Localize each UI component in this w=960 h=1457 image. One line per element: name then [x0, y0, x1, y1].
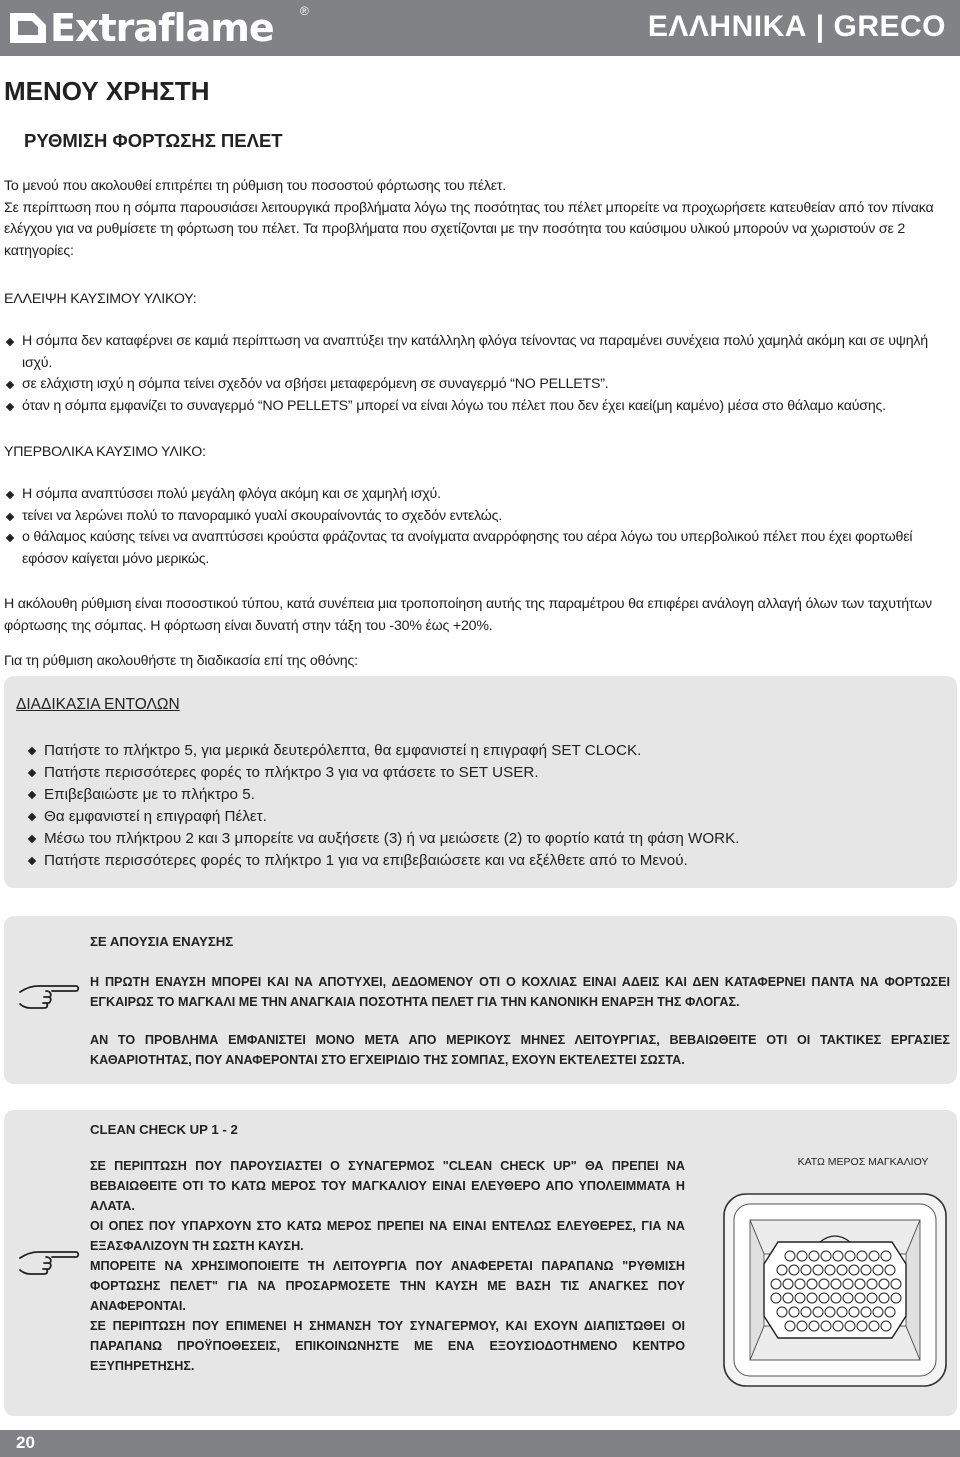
note-ignition-text — [90, 932, 950, 1088]
category1-list — [4, 331, 959, 417]
list-item: ο θάλαμος καύσης τείνει να αναπτύσσει κρούστα φράζοντας τα ανοίγματα αναρρόφησης του αέρα λόγω του υπερβολικού πέλετ που έχει φορτωθεί εφόσον καίγεται μόνο μερικώς. — [4, 527, 959, 570]
procedure-step: Πατήστε το πλήκτρο 5, για μερικά δευτερόλεπτα, θα εμφανιστεί η επιγραφή SET CLOCK. — [26, 740, 739, 762]
bullet-diamond-icon — [28, 769, 36, 777]
pointing-hand-icon — [18, 1244, 80, 1278]
procedure-box — [4, 676, 957, 888]
note-paragraph: ΜΠΟΡΕΙΤΕ ΝΑ ΧΡΗΣΙΜΟΠΟΙΕΙΤΕ ΤΗ ΛΕΙΤΟΥΡΓΙΑ ΠΟΥ ΑΝΑΦΕΡΕΤΑΙ ΠΑΡΑΠΑΝΩ "ΡΥΘΜΙΣΗ ΦΟΡΤΩΣΗΣ ΠΕΛΕΤ" ΓΙΑ ΝΑ ΠΡΟΣΑΡΜΟΣΕΤΕ ΤΗΝ ΚΑΥΣΗ ΜΕ ΒΑΣΗ ΤΙΣ ΑΝΑΓΚΕΣ ΠΟΥ ΑΝΑΦΕΡΟΝΤΑΙ. — [90, 1259, 685, 1313]
figure-label: ΚΑΤΩ ΜΕΡΟΣ ΜΑΓΚΑΛΙΟΥ — [797, 1156, 929, 1168]
intro-line-2: Σε περίπτωση που η σόμπα παρουσιάσει λειτουργικά προβλήματα λόγω της ποσότητας του πέλετ μπορείτε να προχωρήσετε κατευθείαν από τον πίνακα ελέγχου για να ρυθμίσετε τη φόρτωση του πέλετ. Τα προβλήματα που σχετίζονται με την ποσότητα του καύσιμου υλικού μπορούν να χωριστούν σε 2 κατηγορίες: — [4, 199, 934, 259]
bullet-diamond-icon — [28, 747, 36, 755]
procedure-step: Θα εμφανιστεί η επιγραφή Πέλετ. — [26, 806, 739, 828]
bullet-diamond-icon — [6, 338, 14, 346]
note-clean-text — [90, 1120, 685, 1376]
bullet-diamond-icon — [6, 491, 14, 499]
list-item: όταν η σόμπα εμφανίζει το συναγερμό “NO PELLETS” μπορεί να είναι λόγω του πέλετ που δεν έχει καεί(μη καμένο) μέσα στο θάλαμο καύσης. — [4, 396, 959, 418]
brazier-bottom-illustration — [720, 1190, 950, 1390]
procedure-intro: Για τη ρύθμιση ακολουθήστε τη διαδικασία επί της οθόνης: — [4, 653, 358, 669]
category2-list — [4, 484, 959, 570]
registered-mark: ® — [300, 4, 309, 18]
list-item: Η σόμπα δεν καταφέρνει σε καμιά περίπτωση να αναπτύξει την κατάλληλη φλόγα τείνοντας να παραμένει συνέχεια πολύ χαμηλά ακόμη και σε υψηλή ισχύ. — [4, 331, 959, 374]
procedure-step: Επιβεβαιώστε με το πλήκτρο 5. — [26, 784, 739, 806]
note-title: CLEAN CHECK UP 1 - 2 — [90, 1122, 238, 1137]
adjustment-description: Η ακόλουθη ρύθμιση είναι ποσοστικού τύπου, κατά συνέπεια μια τροποποίηση αυτής της παραμέτρου θα επιφέρει ανάλογη αλλαγή όλων των ταχυτήτων φόρτωσης της σόμπας. Η φόρτωση είναι δυνατή στην τάξη του -30% έως +20%. — [4, 596, 932, 634]
note-clean-check-up — [4, 1110, 957, 1416]
page-header — [0, 0, 960, 56]
bullet-diamond-icon — [28, 835, 36, 843]
procedure-step: Πατήστε περισσότερες φορές το πλήκτρο 3 για να φτάσετε το SET USER. — [26, 762, 739, 784]
category1-title: ΕΛΛΕΙΨΗ ΚΑΥΣΙΜΟΥ ΥΛΙΚΟΥ: — [4, 291, 197, 307]
page-footer — [0, 1430, 960, 1457]
procedure-title: ΔΙΑΔΙΚΑΣΙΑ ΕΝΤΟΛΩΝ — [16, 696, 180, 713]
intro-text — [4, 176, 959, 262]
note-paragraph: ΑΝ ΤΟ ΠΡΟΒΛΗΜΑ ΕΜΦΑΝΙΣΤΕΙ ΜΟΝΟ ΜΕΤΑ ΑΠΟ ΜΕΡΙΚΟΥΣ ΜΗΝΕΣ ΛΕΙΤΟΥΡΓΙΑΣ, ΒΕΒΑΙΩΘΕΙΤΕ ΟΤΙ ΟΙ ΤΑΚΤΙΚΕΣ ΕΡΓΑΣΙΕΣ ΚΑΘΑΡΙΟΤΗΤΑΣ, ΠΟΥ ΑΝΑΦΕΡΟΝΤΑΙ ΣΤΟ ΕΓΧΕΙΡΙΔΙΟ ΤΗΣ ΣΟΜΠΑΣ, ΕΧΟΥΝ ΕΚΤΕΛΕΣΤΕΙ ΣΩΣΤΑ. — [90, 1033, 950, 1067]
language-label: ΕΛΛΗΝΙΚΑ | GRECO — [647, 10, 946, 43]
bullet-diamond-icon — [6, 512, 14, 520]
note-ignition-failure — [4, 916, 957, 1084]
note-paragraph: ΣΕ ΠΕΡΙΠΤΩΣΗ ΠΟΥ ΠΑΡΟΥΣΙΑΣΤΕΙ Ο ΣΥΝΑΓΕΡΜΟΣ "CLEAN CHECK UP" ΘΑ ΠΡΕΠΕΙ ΝΑ ΒΕΒΑΙΩΘΕΙΤΕ ΟΤΙ ΤΟ ΚΑΤΩ ΜΕΡΟΣ ΤΟΥ ΜΑΓΚΑΛΙΟΥ ΕΙΝΑΙ ΕΛΕΥΘΕΡΟ ΑΠΟ ΥΠΟΛΕΙΜΜΑΤΑ Η ΑΛΑΤΑ. — [90, 1159, 685, 1213]
bullet-diamond-icon — [6, 402, 14, 410]
list-item: Η σόμπα αναπτύσσει πολύ μεγάλη φλόγα ακόμη και σε χαμηλή ισχύ. — [4, 484, 959, 506]
procedure-step: Μέσω του πλήκτρου 2 και 3 μπορείτε να αυξήσετε (3) ή να μειώσετε (2) το φορτίο κατά τη φάση WORK. — [26, 828, 739, 850]
bullet-diamond-icon — [6, 381, 14, 389]
note-paragraph: ΟΙ ΟΠΕΣ ΠΟΥ ΥΠΑΡΧΟΥΝ ΣΤΟ ΚΑΤΩ ΜΕΡΟΣ ΠΡΕΠΕΙ ΝΑ ΕΙΝΑΙ ΕΝΤΕΛΩΣ ΕΛΕΥΘΕΡΕΣ, ΓΙΑ ΝΑ ΕΞΑΣΦΑΛΙΖΟΥΝ ΤΗ ΣΩΣΤΗ ΚΑΥΣΗ. — [90, 1219, 685, 1253]
procedure-step: Πατήστε περισσότερες φορές το πλήκτρο 1 για να επιβεβαιώσετε και να εξέλθετε από το Μενού. — [26, 850, 739, 872]
note-title: ΣΕ ΑΠΟΥΣΙΑ ΕΝΑΥΣΗΣ — [90, 934, 234, 949]
category2-title: ΥΠΕΡΒΟΛΙΚΑ ΚΑΥΣΙΜΟ ΥΛΙΚΟ: — [4, 444, 206, 460]
list-item: σε ελάχιστη ισχύ η σόμπα τείνει σχεδόν να σβήσει μεταφερόμενη σε συναγερμό “NO PELLETS”. — [4, 374, 959, 396]
extraflame-logo-mark-icon — [8, 9, 48, 47]
brand-logo — [8, 6, 274, 50]
bullet-diamond-icon — [28, 857, 36, 865]
list-item: τείνει να λερώνει πολύ το πανοραμικό γυαλί σκουραίνοντάς το σχεδόν εντελώς. — [4, 506, 959, 528]
page-number: 20 — [16, 1433, 35, 1452]
bullet-diamond-icon — [28, 813, 36, 821]
note-paragraph: ΣΕ ΠΕΡΙΠΤΩΣΗ ΠΟΥ ΕΠΙΜΕΝΕΙ Η ΣΗΜΑΝΣΗ ΤΟΥ ΣΥΝΑΓΕΡΜΟΥ, ΚΑΙ ΕΧΟΥΝ ΔΙΑΠΙΣΤΩΘΕΙ ΟΙ ΠΑΡΑΠΑΝΩ ΠΡΟΫΠΟΘΕΣΕΙΣ, ΕΠΙΚΟΙΝΩΝΗΣΤΕ ΜΕ ΕΝΑ ΕΞΟΥΣΙΟΔΟΤΗΜΕΝΟ ΚΕΝΤΡΟ ΕΞΥΠΗΡΕΤΗΣΗΣ. — [90, 1319, 685, 1373]
intro-line-1: Το μενού που ακολουθεί επιτρέπει τη ρύθμιση του ποσοστού φόρτωσης του πέλετ. — [4, 178, 507, 194]
bullet-diamond-icon — [28, 791, 36, 799]
note-paragraph: Η ΠΡΩΤΗ ΕΝΑΥΣΗ ΜΠΟΡΕΙ ΚΑΙ ΝΑ ΑΠΟΤΥΧΕΙ, ΔΕΔΟΜΕΝΟΥ ΟΤΙ Ο ΚΟΧΛΙΑΣ ΕΙΝΑΙ ΑΔΕΙΣ ΚΑΙ ΔΕΝ ΚΑΤΑΦΕΡΝΕΙ ΠΑΝΤΑ ΝΑ ΦΟΡΤΩΣΕΙ ΕΓΚΑΙΡΩΣ ΤΟ ΜΑΓΚΑΛΙ ΜΕ ΤΗΝ ΑΝΑΓΚΑΙΑ ΠΟΣΟΤΗΤΑ ΠΕΛΕΤ ΓΙΑ ΤΗΝ ΚΑΝΟΝΙΚΗ ΕΝΑΡΞΗ ΤΗΣ ΦΛΟΓΑΣ. — [90, 975, 950, 1009]
procedure-steps — [26, 740, 739, 872]
bullet-diamond-icon — [6, 534, 14, 542]
section-title: ΡΥΘΜΙΣΗ ΦΟΡΤΩΣΗΣ ΠΕΛΕΤ — [24, 130, 283, 151]
page-title: ΜΕΝΟΥ ΧΡΗΣΤΗ — [4, 76, 210, 106]
brand-name: Extraflame — [50, 6, 274, 50]
pointing-hand-icon — [18, 978, 80, 1012]
